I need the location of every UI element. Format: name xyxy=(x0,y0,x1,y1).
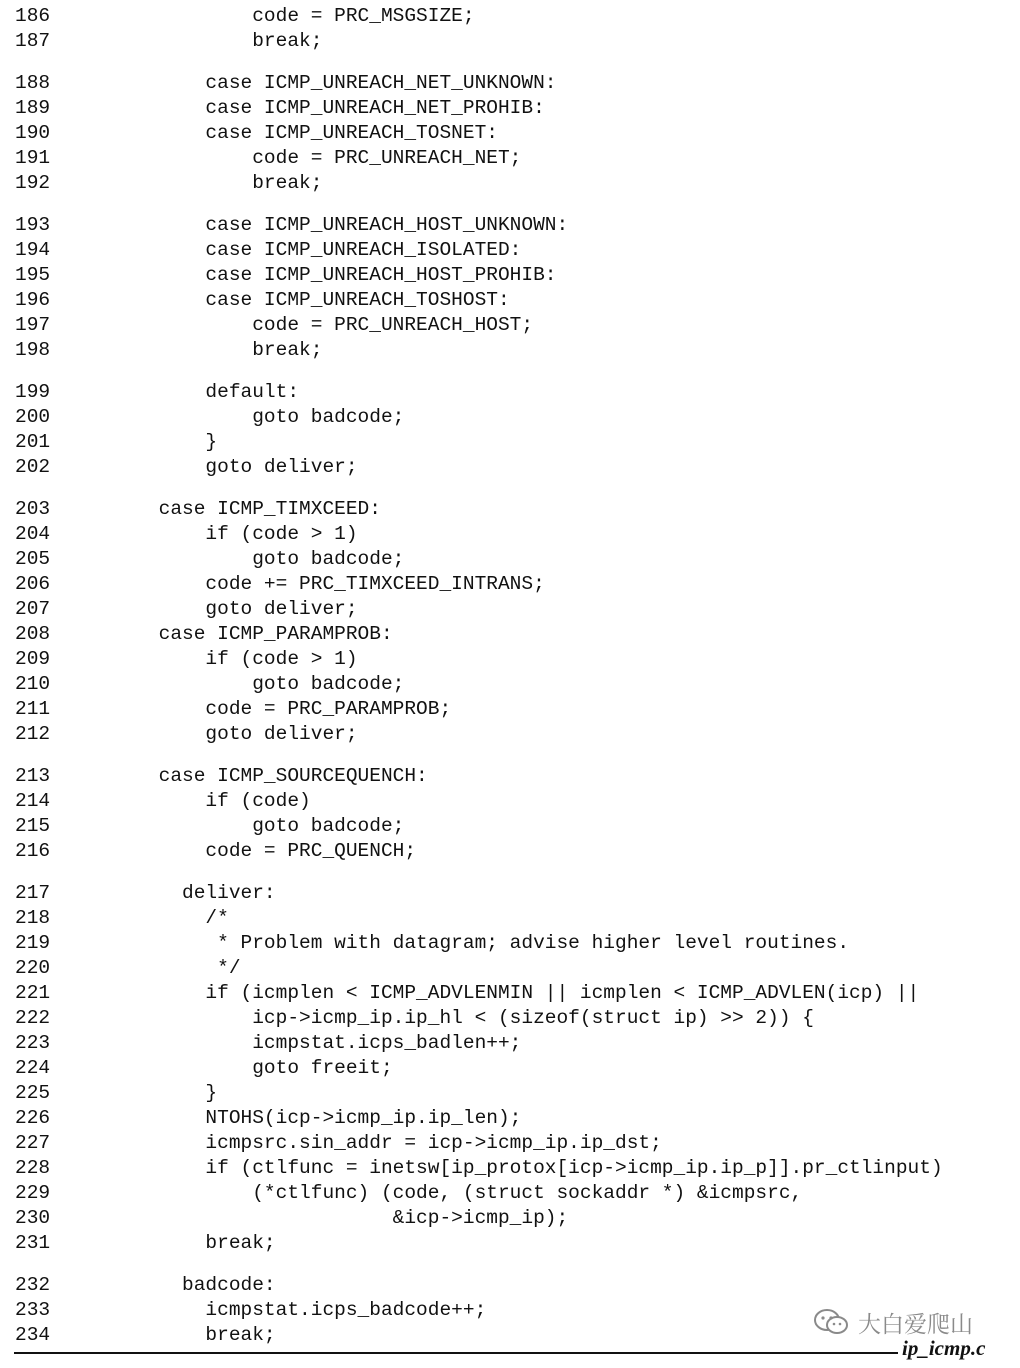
code-text: */ xyxy=(65,957,241,979)
line-number: 199 xyxy=(15,381,51,403)
line-number: 219 xyxy=(15,932,51,954)
line-number: 200 xyxy=(15,406,51,428)
code-text: if (icmplen < ICMP_ADVLENMIN || icmplen < ICMP_ADVLEN(icp) || xyxy=(65,982,920,1004)
line-number: 205 xyxy=(15,548,51,570)
code-text: NTOHS(icp->icmp_ip.ip_len); xyxy=(65,1107,522,1129)
line-number: 186 xyxy=(15,5,51,27)
line-number: 218 xyxy=(15,907,51,929)
line-number: 208 xyxy=(15,623,51,645)
code-text: case ICMP_UNREACH_TOSHOST: xyxy=(65,289,510,311)
line-number: 234 xyxy=(15,1324,51,1346)
code-text: case ICMP_UNREACH_NET_UNKNOWN: xyxy=(65,72,557,94)
line-number: 225 xyxy=(15,1082,51,1104)
code-text: if (code > 1) xyxy=(65,523,358,545)
code-text: (*ctlfunc) (code, (struct sockaddr *) &icmpsrc, xyxy=(65,1182,803,1204)
code-text: case ICMP_UNREACH_ISOLATED: xyxy=(65,239,522,261)
code-text: goto badcode; xyxy=(65,673,405,695)
code-text: case ICMP_UNREACH_NET_PROHIB: xyxy=(65,97,545,119)
code-text: goto badcode; xyxy=(65,406,405,428)
line-number: 231 xyxy=(15,1232,51,1254)
line-number: 201 xyxy=(15,431,51,453)
line-number: 224 xyxy=(15,1057,51,1079)
file-label: ip_icmp.c xyxy=(902,1336,986,1360)
line-number: 202 xyxy=(15,456,51,478)
line-number: 233 xyxy=(15,1299,51,1321)
code-text: case ICMP_TIMXCEED: xyxy=(65,498,381,520)
line-number: 212 xyxy=(15,723,51,745)
line-number: 229 xyxy=(15,1182,51,1204)
line-number: 210 xyxy=(15,673,51,695)
code-text: if (code) xyxy=(65,790,311,812)
line-number: 232 xyxy=(15,1274,51,1296)
line-number: 227 xyxy=(15,1132,51,1154)
line-number: 223 xyxy=(15,1032,51,1054)
line-number: 216 xyxy=(15,840,51,862)
code-text: break; xyxy=(65,1324,276,1346)
line-number: 211 xyxy=(15,698,51,720)
code-text: icmpsrc.sin_addr = icp->icmp_ip.ip_dst; xyxy=(65,1132,662,1154)
code-text: case ICMP_UNREACH_TOSNET: xyxy=(65,122,498,144)
line-number: 188 xyxy=(15,72,51,94)
code-text: badcode: xyxy=(65,1274,276,1296)
code-text: } xyxy=(65,1082,218,1104)
line-number: 198 xyxy=(15,339,51,361)
code-text: * Problem with datagram; advise higher level routines. xyxy=(65,932,850,954)
code-text: goto badcode; xyxy=(65,815,405,837)
code-text: if (code > 1) xyxy=(65,648,358,670)
code-text: icp->icmp_ip.ip_hl < (sizeof(struct ip) >> 2)) { xyxy=(65,1007,814,1029)
line-number: 230 xyxy=(15,1207,51,1229)
line-number: 191 xyxy=(15,147,51,169)
line-number: 228 xyxy=(15,1157,51,1179)
line-number: 213 xyxy=(15,765,51,787)
code-text: /* xyxy=(65,907,229,929)
code-text: case ICMP_SOURCEQUENCH: xyxy=(65,765,428,787)
code-text: code = PRC_UNREACH_NET; xyxy=(65,147,522,169)
code-text: default: xyxy=(65,381,300,403)
wechat-icon xyxy=(812,1307,850,1337)
code-text: } xyxy=(65,431,218,453)
line-number: 209 xyxy=(15,648,51,670)
code-text: icmpstat.icps_badlen++; xyxy=(65,1032,522,1054)
line-number: 203 xyxy=(15,498,51,520)
code-text: icmpstat.icps_badcode++; xyxy=(65,1299,487,1321)
line-number: 187 xyxy=(15,30,51,52)
code-text: break; xyxy=(65,172,323,194)
line-number: 217 xyxy=(15,882,51,904)
line-number: 220 xyxy=(15,957,51,979)
code-text: code = PRC_UNREACH_HOST; xyxy=(65,314,534,336)
code-text: if (ctlfunc = inetsw[ip_protox[icp->icmp_ip.ip_p]].pr_ctlinput) xyxy=(65,1157,943,1179)
code-text: goto badcode; xyxy=(65,548,405,570)
line-number: 207 xyxy=(15,598,51,620)
line-number: 221 xyxy=(15,982,51,1004)
code-text: break; xyxy=(65,30,323,52)
line-number: 204 xyxy=(15,523,51,545)
line-number: 196 xyxy=(15,289,51,311)
code-text: case ICMP_UNREACH_HOST_PROHIB: xyxy=(65,264,557,286)
line-number: 214 xyxy=(15,790,51,812)
code-text: code += PRC_TIMXCEED_INTRANS; xyxy=(65,573,545,595)
code-text: code = PRC_QUENCH; xyxy=(65,840,417,862)
code-text: case ICMP_PARAMPROB: xyxy=(65,623,393,645)
line-number: 222 xyxy=(15,1007,51,1029)
footer-rule xyxy=(14,1352,898,1354)
code-text: break; xyxy=(65,339,323,361)
code-text: &icp->icmp_ip); xyxy=(65,1207,569,1229)
code-text: deliver: xyxy=(65,882,276,904)
code-text: goto deliver; xyxy=(65,456,358,478)
line-number: 189 xyxy=(15,97,51,119)
code-text: code = PRC_MSGSIZE; xyxy=(65,5,475,27)
code-text: goto deliver; xyxy=(65,723,358,745)
line-number: 193 xyxy=(15,214,51,236)
code-text: break; xyxy=(65,1232,276,1254)
line-number: 197 xyxy=(15,314,51,336)
line-number: 190 xyxy=(15,122,51,144)
line-number: 215 xyxy=(15,815,51,837)
line-number: 192 xyxy=(15,172,51,194)
code-text: goto deliver; xyxy=(65,598,358,620)
line-number: 226 xyxy=(15,1107,51,1129)
line-number: 206 xyxy=(15,573,51,595)
line-number: 194 xyxy=(15,239,51,261)
code-text: goto freeit; xyxy=(65,1057,393,1079)
code-text: code = PRC_PARAMPROB; xyxy=(65,698,452,720)
code-text: case ICMP_UNREACH_HOST_UNKNOWN: xyxy=(65,214,569,236)
watermark-text: 大白爱爬山 xyxy=(858,1311,973,1338)
line-number: 195 xyxy=(15,264,51,286)
